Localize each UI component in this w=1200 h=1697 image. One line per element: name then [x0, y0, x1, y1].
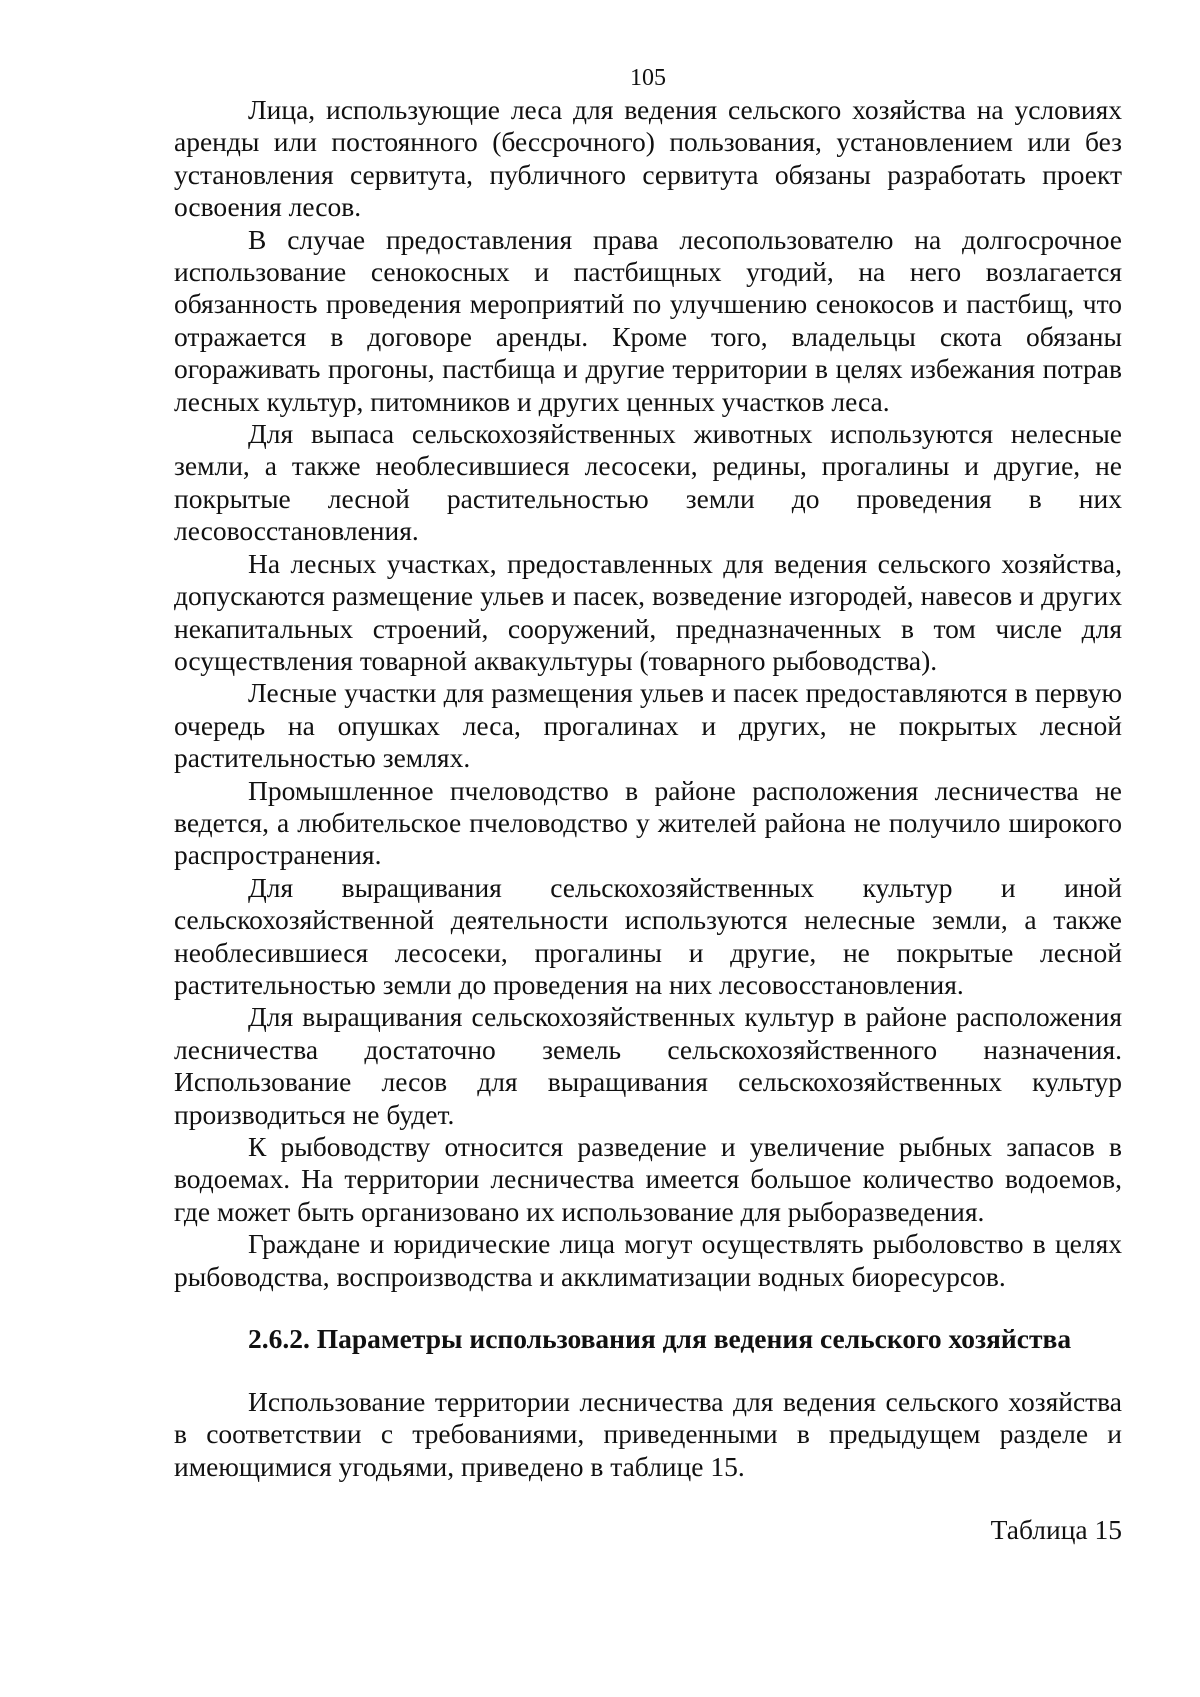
paragraph-section-usage: Использование территории лесничества для ведения сельского хозяйства в соответствии с требованиями, приведенными в предыдущем разделе и имеющимися угодьями, приведено в таблице 15.: [174, 1386, 1122, 1482]
paragraph-beekeeping: Промышленное пчеловодство в районе расположения лесничества не ведется, а любительское пчеловодство у жителей района не получило широкого распространения.: [174, 774, 1122, 871]
table-caption: Таблица 15: [990, 1514, 1122, 1546]
paragraph-lease-forest-plan: Лица, использующие леса для ведения сельского хозяйства на условиях аренды или постоянного (бессрочного) пользования, установлением или без установления сервитута, публичного сервитута обязаны разработать проект освоения лесов.: [174, 94, 1122, 223]
document-page: [174, 64, 1122, 1546]
paragraph-hayfields-pastures: В случае предоставления права лесопользователю на долгосрочное использование сенокосных и пастбищных угодий, на него возлагается обязанность проведения мероприятий по улучшению сенокосов и пастбищ, что отражается в договоре аренды. Кроме того, владельцы скота обязаны огораживать прогоны, пастбища и другие территории в целях избежания потрав лесных культур, питомников и других ценных участков леса.: [174, 223, 1122, 417]
page-number: 105: [630, 65, 666, 91]
paragraph-crop-growing-sufficiency: Для выращивания сельскохозяйственных культур в районе расположения лесничества достаточно земель сельскохозяйственного назначения. Использование лесов для выращивания сельскохозяйственных культур производиться не будет.: [174, 1001, 1122, 1130]
paragraph-crop-growing-lands: Для выращивания сельскохозяйственных культур и иной сельскохозяйственной деятельности используются нелесные земли, а также необлесившиеся лесосеки, прогалины и другие, не покрытые лесной растительностью земли до проведения на них лесовосстановления.: [174, 871, 1122, 1000]
paragraph-grazing-lands: Для выпаса сельскохозяйственных животных используются нелесные земли, а также необлесившиеся лесосеки, редины, прогалины и другие, не покрытые лесной растительностью земли до проведения в них лесовосстановления.: [174, 418, 1122, 547]
paragraph-apiaries-structures: На лесных участках, предоставленных для ведения сельского хозяйства, допускаются размещение ульев и пасек, возведение изгородей, навесов и других некапитальных строений, сооружений, предназначенных в том числе для осуществления товарной аквакультуры (товарного рыбоводства).: [174, 547, 1122, 676]
paragraph-fish-farming: К рыбоводству относится разведение и увеличение рыбных запасов в водоемах. На территории лесничества имеется большое количество водоемов, где может быть организовано их использование для рыборазведения.: [174, 1131, 1122, 1227]
section-heading: 2.6.2. Параметры использования для ведения сельского хозяйства: [248, 1323, 1072, 1355]
paragraph-fishing-rights: Граждане и юридические лица могут осуществлять рыболовство в целях рыбоводства, воспроизводства и акклиматизации водных биоресурсов.: [174, 1228, 1122, 1292]
paragraph-apiary-plots: Лесные участки для размещения ульев и пасек предоставляются в первую очередь на опушках леса, прогалинах и других, не покрытых лесной растительностью землях.: [174, 677, 1122, 774]
